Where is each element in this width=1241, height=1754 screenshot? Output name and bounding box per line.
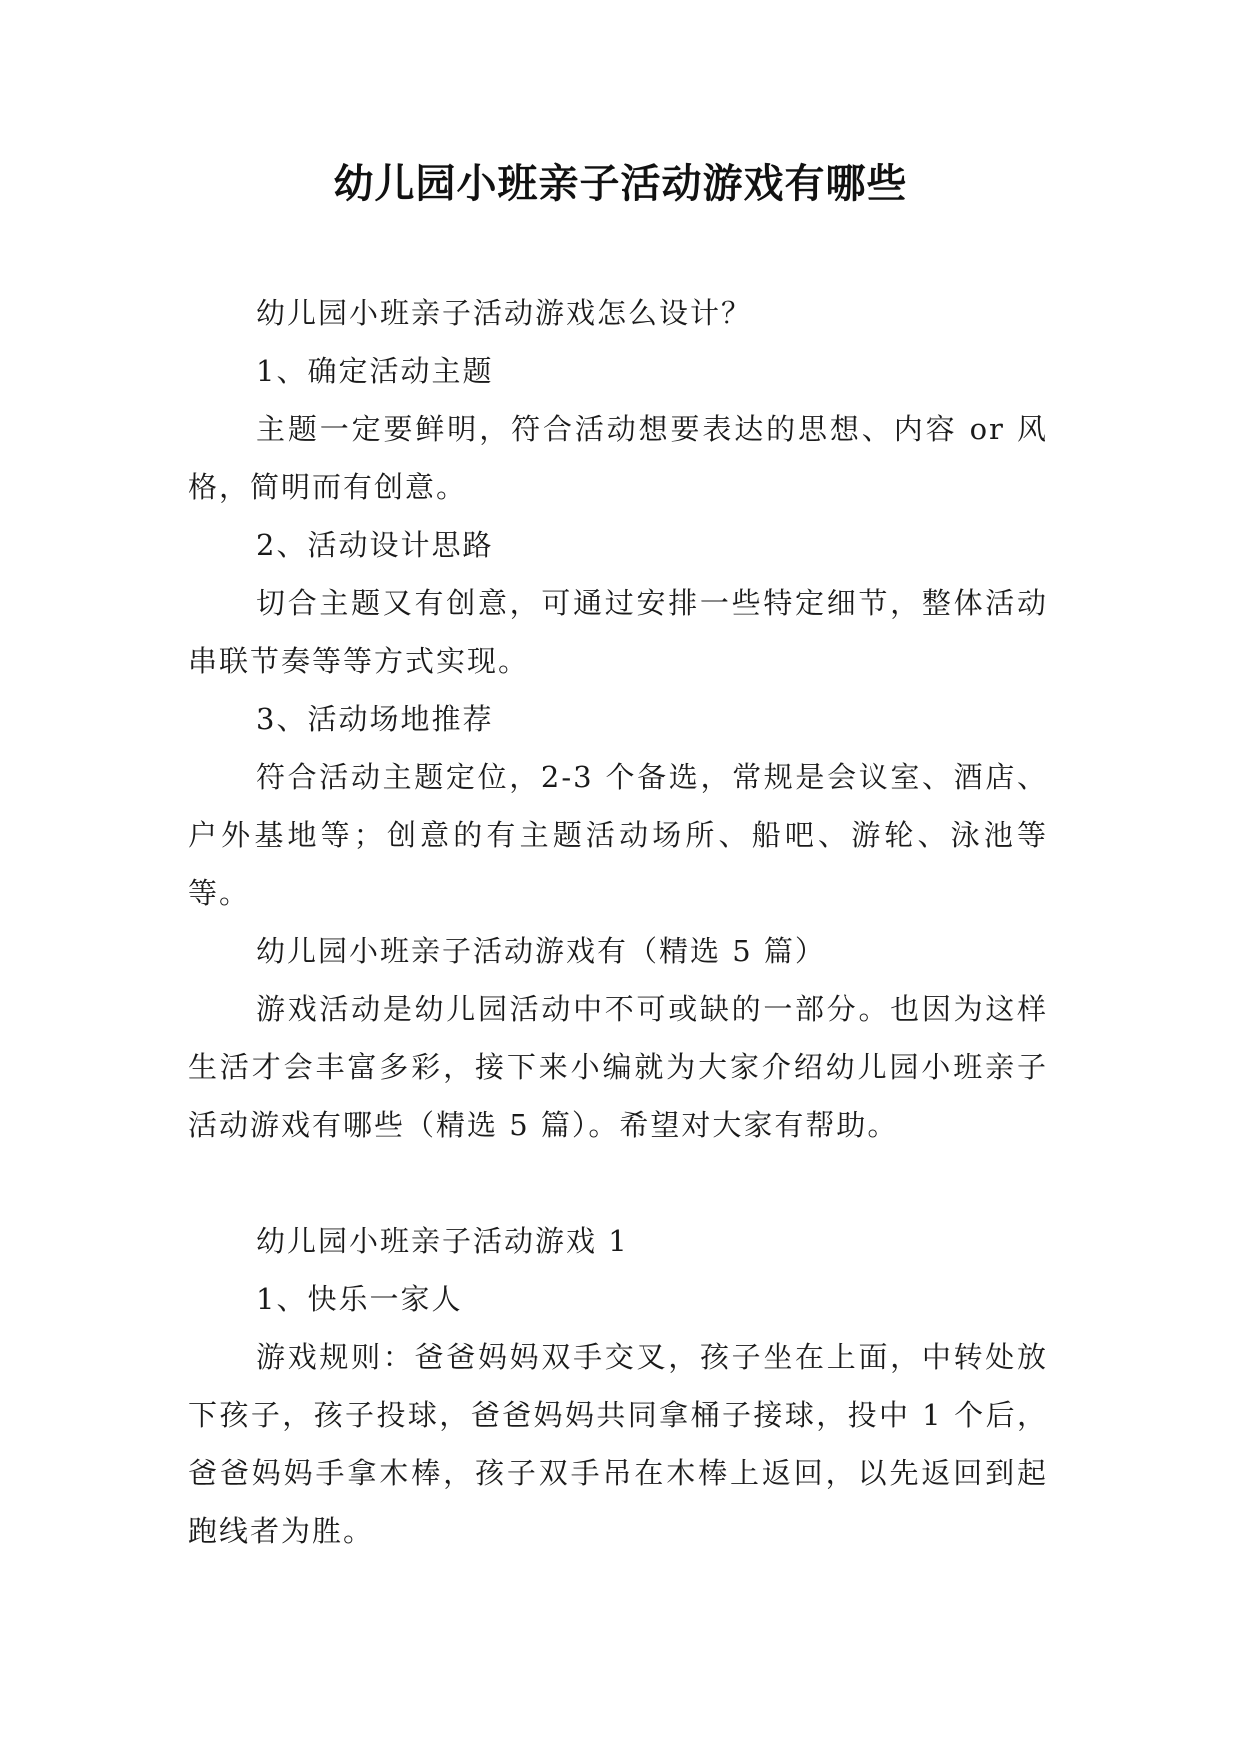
paragraph-intro: 游戏活动是幼儿园活动中不可或缺的一部分。也因为这样生活才会丰富多彩，接下来小编就为大家介绍幼儿园小班亲子活动游戏有哪些（精选 5 篇）。希望对大家有帮助。 bbox=[188, 992, 1048, 1142]
paragraph-game-1-name: 1、快乐一家人 bbox=[256, 1282, 463, 1316]
paragraph-step-1-text: 主题一定要鲜明，符合活动想要表达的思想、内容 or 风格，简明而有创意。 bbox=[188, 412, 1048, 504]
document-body bbox=[188, 284, 1048, 1560]
paragraph-design-question: 幼儿园小班亲子活动游戏怎么设计？ bbox=[256, 296, 753, 330]
paragraph-game-1-heading: 幼儿园小班亲子活动游戏 1 bbox=[256, 1224, 629, 1258]
paragraph-spacer bbox=[188, 1154, 1048, 1212]
document-title: 幼儿园小班亲子活动游戏有哪些 bbox=[333, 161, 908, 207]
paragraph-step-3-text: 符合活动主题定位，2-3 个备选，常规是会议室、酒店、户外基地等；创意的有主题活动场所、船吧、游轮、泳池等等。 bbox=[188, 760, 1048, 910]
paragraph-collection-heading: 幼儿园小班亲子活动游戏有（精选 5 篇） bbox=[256, 934, 826, 968]
paragraph-step-3-heading: 3、活动场地推荐 bbox=[256, 702, 494, 736]
paragraph-step-2-text: 切合主题又有创意，可通过安排一些特定细节，整体活动串联节奏等等方式实现。 bbox=[188, 586, 1048, 678]
paragraph-step-1-heading: 1、确定活动主题 bbox=[256, 354, 494, 388]
paragraph-step-2-heading: 2、活动设计思路 bbox=[256, 528, 494, 562]
paragraph-game-1-rules: 游戏规则：爸爸妈妈双手交叉，孩子坐在上面，中转处放下孩子，孩子投球，爸爸妈妈共同拿桶子接球，投中 1 个后，爸爸妈妈手拿木棒，孩子双手吊在木棒上返回，以先返回到起跑线者为胜。 bbox=[188, 1340, 1048, 1548]
